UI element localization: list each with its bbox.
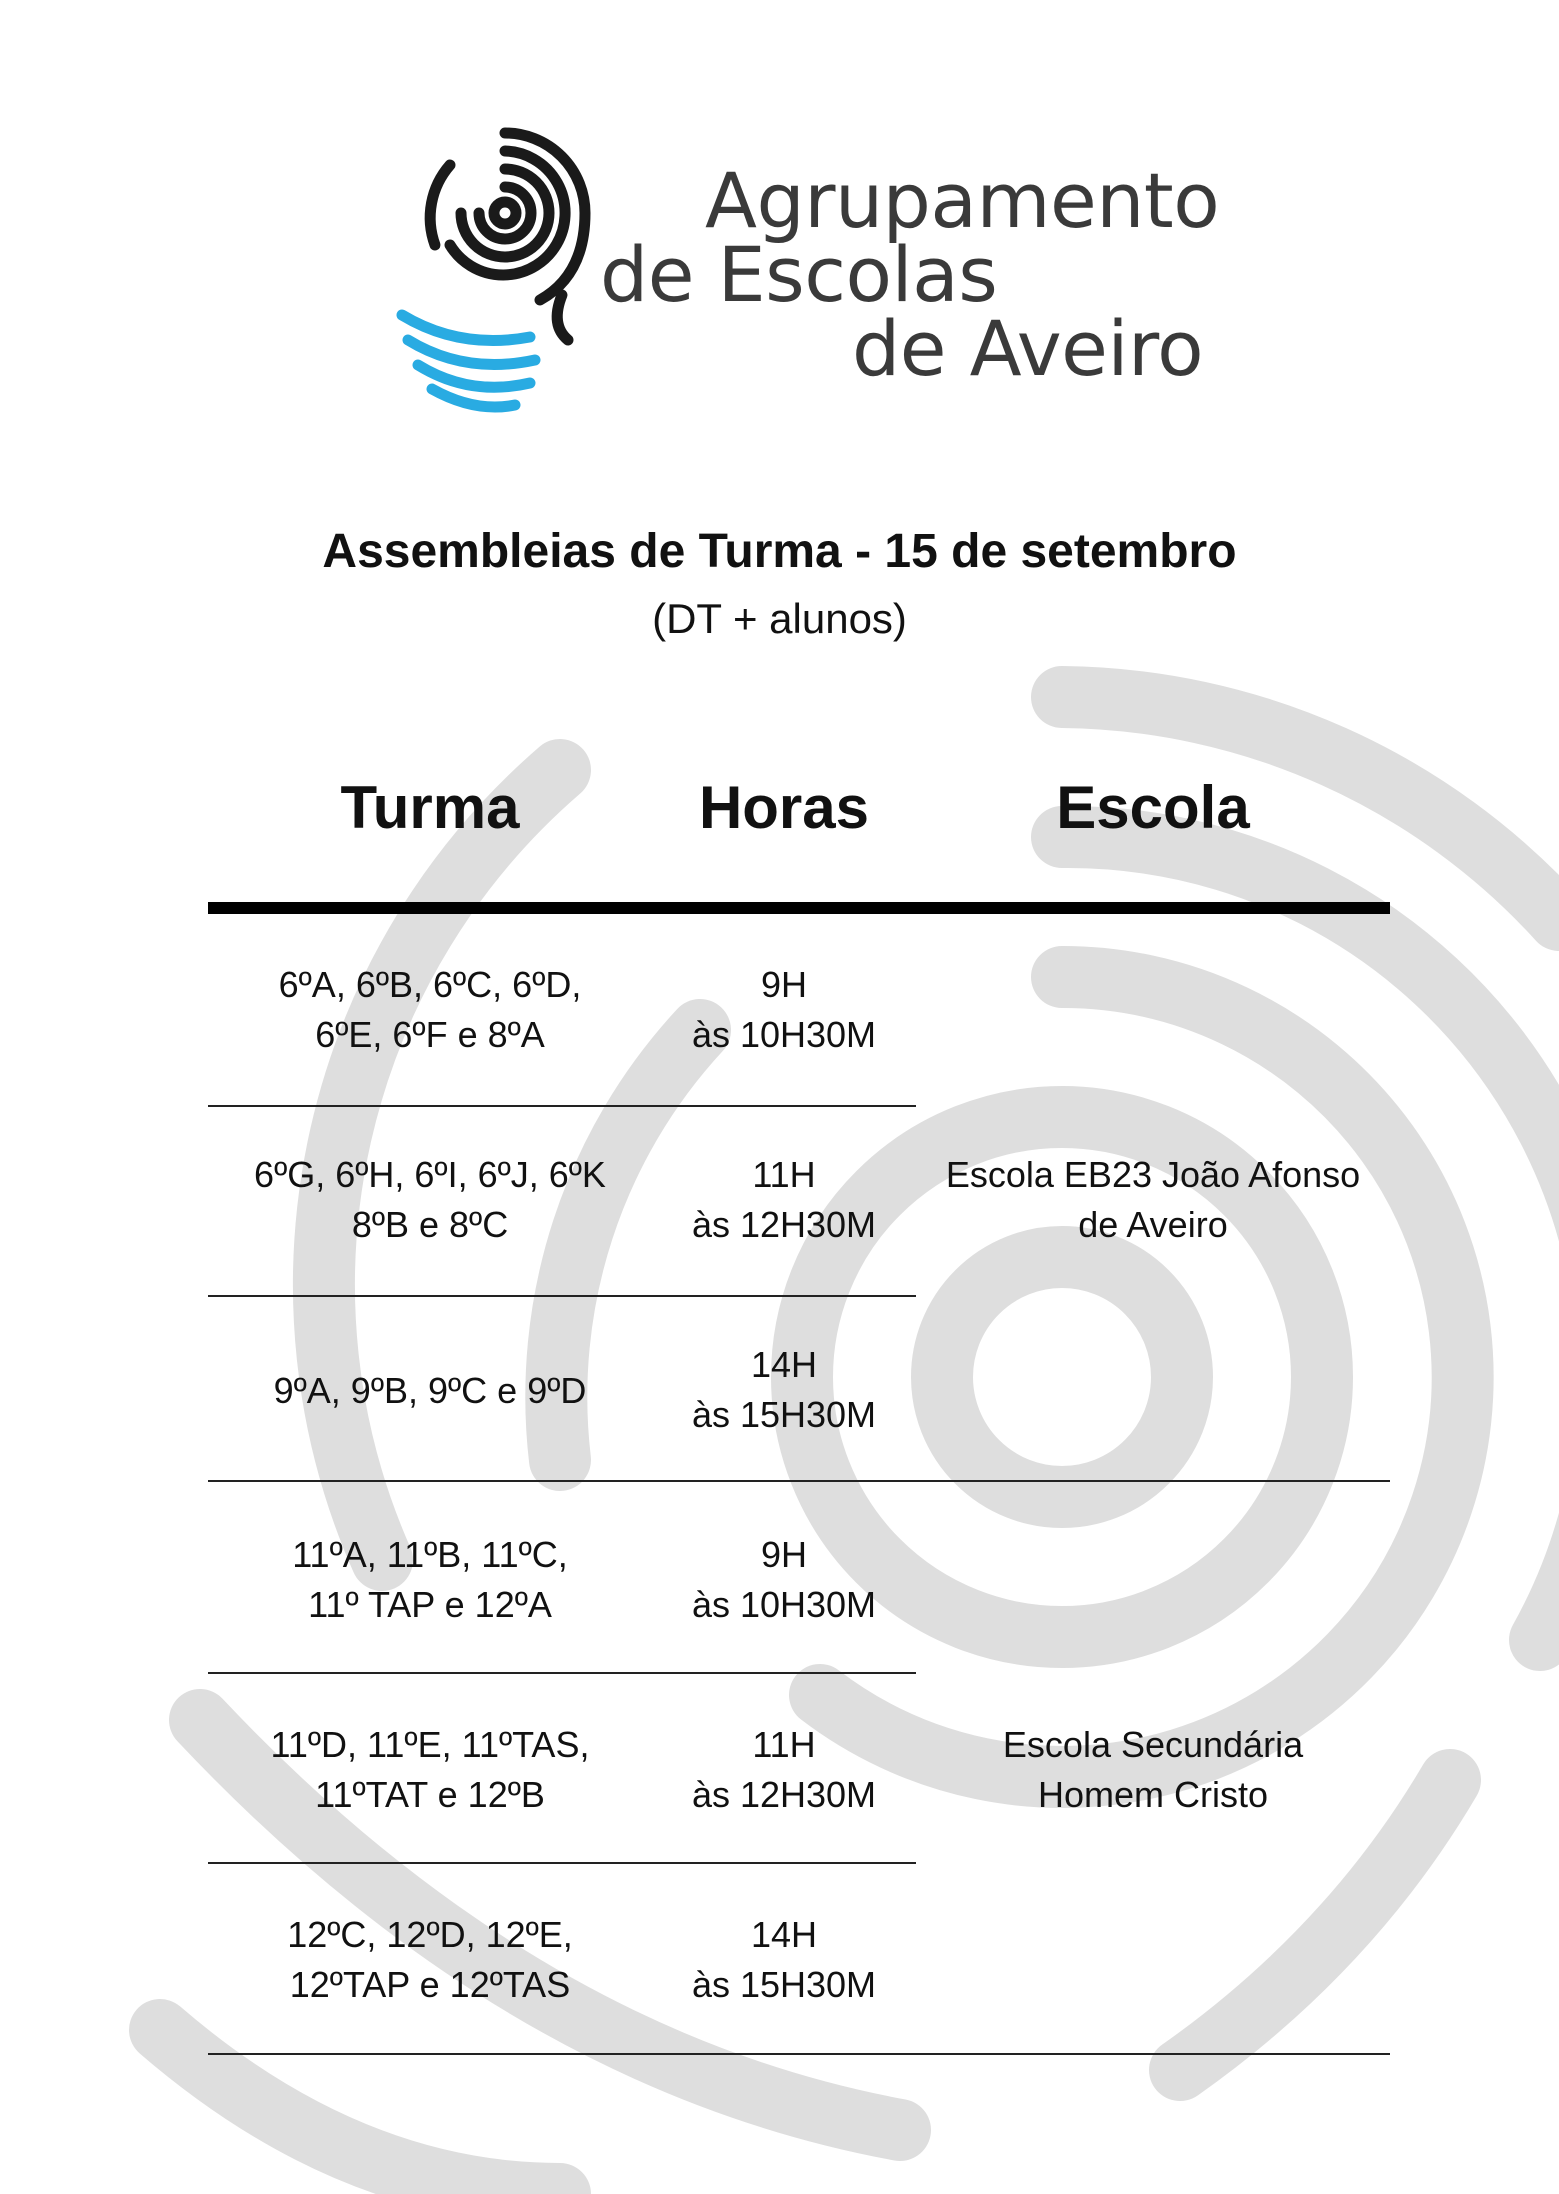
cell-line: de Aveiro — [1078, 1204, 1228, 1245]
logo-text-line: de Aveiro — [852, 304, 1204, 393]
cell-line: 11ºTAT e 12ºB — [315, 1774, 545, 1815]
cell-turma — [208, 1910, 652, 2010]
watermark-center — [1026, 1341, 1098, 1413]
column-header-turma: Turma — [340, 774, 520, 841]
cell-turma — [208, 1366, 652, 1416]
cell-horas — [652, 1340, 916, 1440]
cell-line: 11H — [752, 1154, 816, 1195]
header-divider — [208, 902, 1390, 914]
cell-line: às 10H30M — [691, 1584, 877, 1625]
cell-line: 14H — [750, 1344, 818, 1385]
cell-line: 8ºB e 8ºC — [351, 1204, 509, 1245]
cell-line: 9ºA, 9ºB, 9ºC e 9ºD — [273, 1370, 587, 1411]
cell-line: Escola EB23 João Afonso — [945, 1154, 1361, 1195]
page-title: Assembleias de Turma - 15 de setembro — [322, 525, 1237, 578]
cell-line: Homem Cristo — [1037, 1774, 1269, 1815]
cell-turma — [208, 1530, 652, 1630]
section-divider — [208, 1480, 1390, 1482]
cell-turma — [208, 960, 652, 1060]
cell-escola — [916, 1150, 1390, 1250]
cell-horas — [652, 1150, 916, 1250]
cell-line: 11ºD, 11ºE, 11ºTAS, — [270, 1724, 590, 1765]
cell-line: às 15H30M — [691, 1964, 877, 2005]
row-divider — [208, 1295, 916, 1297]
cell-line: às 10H30M — [691, 1014, 877, 1055]
cell-line: 11H — [752, 1724, 816, 1765]
cell-horas — [652, 1720, 916, 1820]
column-header-horas: Horas — [698, 774, 870, 841]
cell-line: às 12H30M — [691, 1204, 877, 1245]
cell-turma — [208, 1720, 652, 1820]
watermark-arc — [1180, 1780, 1450, 2070]
cell-turma — [208, 1150, 652, 1250]
cell-line: às 12H30M — [691, 1774, 877, 1815]
page-subtitle: (DT + alunos) — [652, 595, 907, 642]
cell-line: 12ºTAP e 12ºTAS — [289, 1964, 571, 2005]
cell-line: 6ºG, 6ºH, 6ºI, 6ºJ, 6ºK — [254, 1154, 606, 1195]
fingerprint-icon — [390, 125, 630, 415]
row-divider — [208, 1672, 916, 1674]
cell-line: 6ºA, 6ºB, 6ºC, 6ºD, — [278, 964, 582, 1005]
cell-line: Escola Secundária — [1002, 1724, 1304, 1765]
cell-line: 9H — [760, 1534, 808, 1575]
cell-line: 9H — [760, 964, 808, 1005]
cell-line: 6ºE, 6ºF e 8ºA — [315, 1014, 545, 1055]
school-logo — [320, 75, 1280, 445]
cell-line: às 15H30M — [691, 1394, 877, 1435]
cell-horas — [652, 1530, 916, 1630]
logo-text-line: Agrupamento — [705, 156, 1220, 245]
row-divider — [208, 1862, 916, 1864]
cell-line: 11º TAP e 12ºA — [308, 1584, 552, 1625]
column-header-escola: Escola — [1056, 774, 1250, 841]
cell-horas — [652, 960, 916, 1060]
cell-line: 12ºC, 12ºD, 12ºE, — [287, 1914, 573, 1955]
table-bottom-divider — [208, 2053, 1390, 2055]
row-divider — [208, 1105, 916, 1107]
logo-text-line: de Escolas — [600, 230, 998, 319]
cell-line: 14H — [750, 1914, 818, 1955]
cell-escola — [916, 1720, 1390, 1820]
cell-horas — [652, 1910, 916, 2010]
cell-line: 11ºA, 11ºB, 11ºC, — [292, 1534, 568, 1575]
